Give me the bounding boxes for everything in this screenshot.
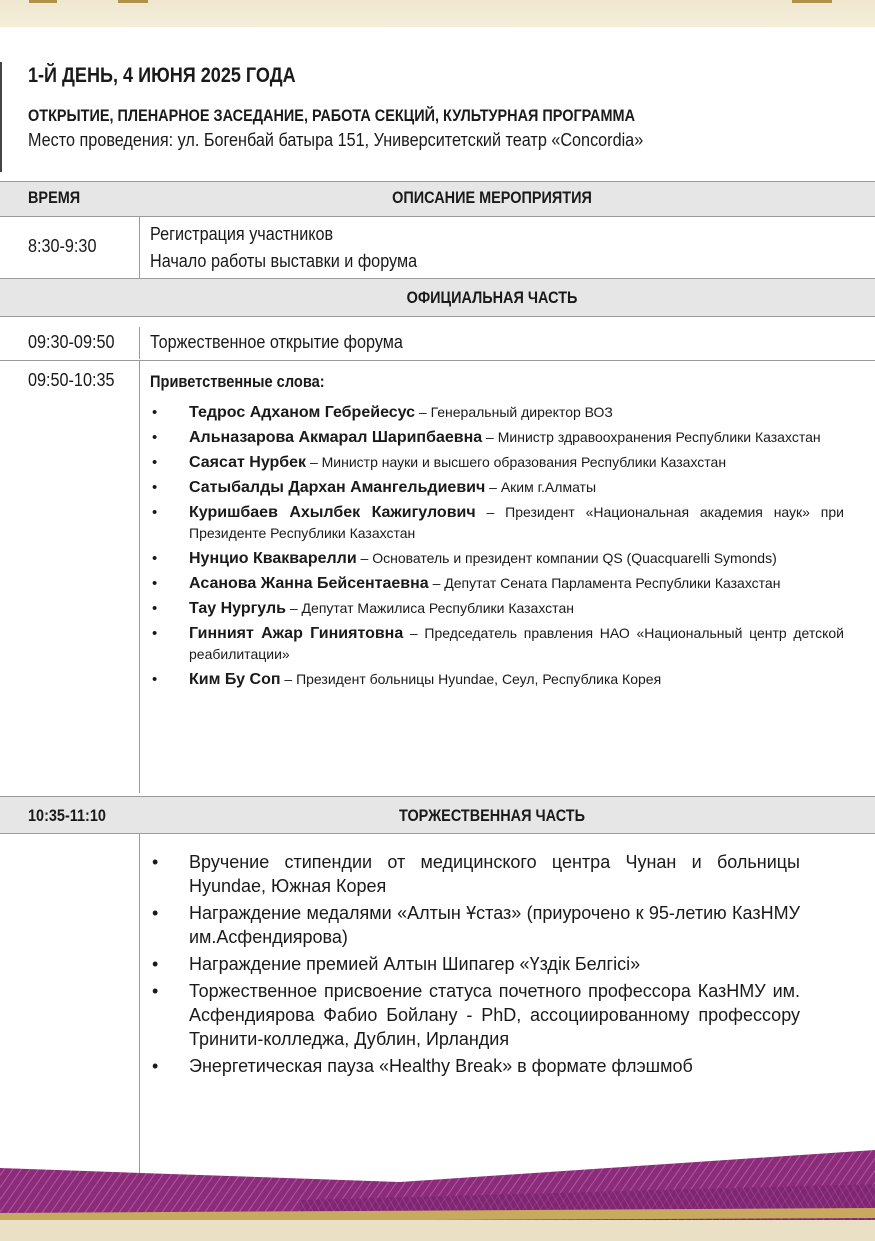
bullet-icon: • <box>152 625 158 642</box>
bullet-icon: • <box>152 550 158 567</box>
bullet-icon: • <box>152 504 158 521</box>
bullet-icon: • <box>152 454 158 471</box>
registration-line-2: Начало работы выставки и форума <box>150 251 418 271</box>
greetings-time: 09:50-10:35 <box>28 370 115 390</box>
list-item <box>152 573 844 594</box>
list-item <box>152 952 800 976</box>
speaker-name: Тедрос Адханом Гебрейесус <box>189 404 416 421</box>
opening-bottom-line <box>0 360 875 361</box>
ceremony-item-text: Вручение стипендии от медицинского центра Чунан и больницы Hyundae, Южная Корея <box>189 852 800 896</box>
registration-time: 8:30-9:30 <box>28 236 97 256</box>
list-item <box>152 452 844 473</box>
ceremony-list <box>152 850 800 1081</box>
official-part-title: ОФИЦИАЛЬНАЯ ЧАСТЬ <box>406 288 578 307</box>
speaker-name: Альназарова Акмарал Шарипбаевна <box>189 429 483 446</box>
list-item <box>152 427 844 448</box>
top-tab-right <box>792 0 832 3</box>
list-item <box>152 1054 800 1078</box>
bullet-icon: • <box>152 479 158 496</box>
row-divider-ceremony <box>139 834 140 1174</box>
list-item <box>152 901 800 949</box>
bullet-icon: • <box>152 575 158 592</box>
header-rule <box>0 62 2 172</box>
opening-text: Торжественное открытие форума <box>150 332 403 352</box>
list-item <box>152 548 844 569</box>
row-divider-opening <box>139 327 140 359</box>
bullet-icon: • <box>152 981 159 1001</box>
ceremony-item-text: Торжественное присвоение статуса почетного профессора КазНМУ им. Асфендиярова Фабио Бойлану - PhD, ассоциированному профессору Тринити-колледжа, Дублин, Ирландия <box>189 981 800 1049</box>
speaker-role: – Президент «Национальная академия наук» при Президенте Республики Казахстан <box>189 504 844 541</box>
day-title: 1-Й ДЕНЬ, 4 ИЮНЯ 2025 ГОДА <box>28 64 296 87</box>
bullet-icon: • <box>152 852 159 872</box>
list-item <box>152 477 844 498</box>
top-tab-middle <box>118 0 148 3</box>
greetings-list <box>152 402 844 694</box>
ceremony-title: ТОРЖЕСТВЕННАЯ ЧАСТЬ <box>398 806 586 825</box>
greetings-title: Приветственные слова: <box>150 372 325 391</box>
top-tab-left <box>29 0 57 3</box>
speaker-role: – Министр науки и высшего образования Республики Казахстан <box>306 454 727 470</box>
speaker-role: – Депутат Сената Парламента Республики Казахстан <box>428 575 781 591</box>
table-header-bottom-line <box>0 216 875 217</box>
row-divider-registration <box>139 217 140 278</box>
speaker-role: – Генеральный директор ВОЗ <box>415 404 613 420</box>
list-item <box>152 850 800 898</box>
official-bar-bottom-line <box>0 316 875 317</box>
bullet-icon: • <box>152 404 158 421</box>
list-item <box>152 598 844 619</box>
bullet-icon: • <box>152 429 158 446</box>
speaker-name: Саясат Нурбек <box>189 454 307 471</box>
top-decorative-band <box>0 0 875 27</box>
column-header-description: ОПИСАНИЕ МЕРОПРИЯТИЯ <box>392 188 592 207</box>
venue-text: Место проведения: ул. Богенбай батыра 151, Университетский театр «Concordia» <box>28 130 644 150</box>
bottom-decorative-band <box>0 1150 875 1241</box>
list-item <box>152 502 844 544</box>
speaker-name: Нунцио Квакварелли <box>189 550 357 567</box>
speaker-name: Гинният Ажар Гиниятовна <box>189 625 404 642</box>
day-header <box>0 56 875 176</box>
speaker-role: – Основатель и президент компании QS (Quacquarelli Symonds) <box>356 550 777 566</box>
ceremony-bar-bottom-line <box>0 833 875 834</box>
ceremony-item-text: Энергетическая пауза «Healthy Break» в формате флэшмоб <box>189 1056 693 1076</box>
bullet-icon: • <box>152 600 158 617</box>
list-item <box>152 979 800 1051</box>
speaker-name: Куришбаев Ахылбек Кажигулович <box>189 504 476 521</box>
speaker-name: Тау Нургуль <box>189 600 286 617</box>
bullet-icon: • <box>152 1056 159 1076</box>
speaker-role: – Председатель правления НАО «Национальный центр детской реабилитации» <box>189 625 844 662</box>
ceremony-item-text: Награждение медалями «Алтын Ұстаз» (приурочено к 95-летию КазНМУ им.Асфендиярова) <box>189 903 800 947</box>
list-item <box>152 402 844 423</box>
bullet-icon: • <box>152 903 159 923</box>
list-item <box>152 669 844 690</box>
list-item <box>152 623 844 665</box>
column-header-time: ВРЕМЯ <box>28 188 81 207</box>
program-subtitle: ОТКРЫТИЕ, ПЛЕНАРНОЕ ЗАСЕДАНИЕ, РАБОТА СЕКЦИЙ, КУЛЬТУРНАЯ ПРОГРАММА <box>28 106 636 125</box>
bullet-icon: • <box>152 671 158 688</box>
speaker-name: Асанова Жанна Бейсентаевна <box>189 575 429 592</box>
registration-line-1: Регистрация участников <box>150 224 334 244</box>
speaker-role: – Министр здравоохранения Республики Казахстан <box>482 429 821 445</box>
ceremony-time: 10:35-11:10 <box>28 806 106 825</box>
opening-time: 09:30-09:50 <box>28 332 115 352</box>
bullet-icon: • <box>152 954 159 974</box>
speaker-role: – Президент больницы Hyundae, Сеул, Республика Корея <box>280 671 662 687</box>
ceremony-item-text: Награждение премией Алтын Шипагер «Үздік Белгісі» <box>189 954 641 974</box>
speaker-name: Сатыбалды Дархан Амангельдиевич <box>189 479 486 496</box>
speaker-role: – Аким г.Алматы <box>485 479 597 495</box>
row-divider-greetings <box>139 361 140 793</box>
speaker-role: – Депутат Мажилиса Республики Казахстан <box>285 600 574 616</box>
speaker-name: Ким Бу Соп <box>189 671 281 688</box>
